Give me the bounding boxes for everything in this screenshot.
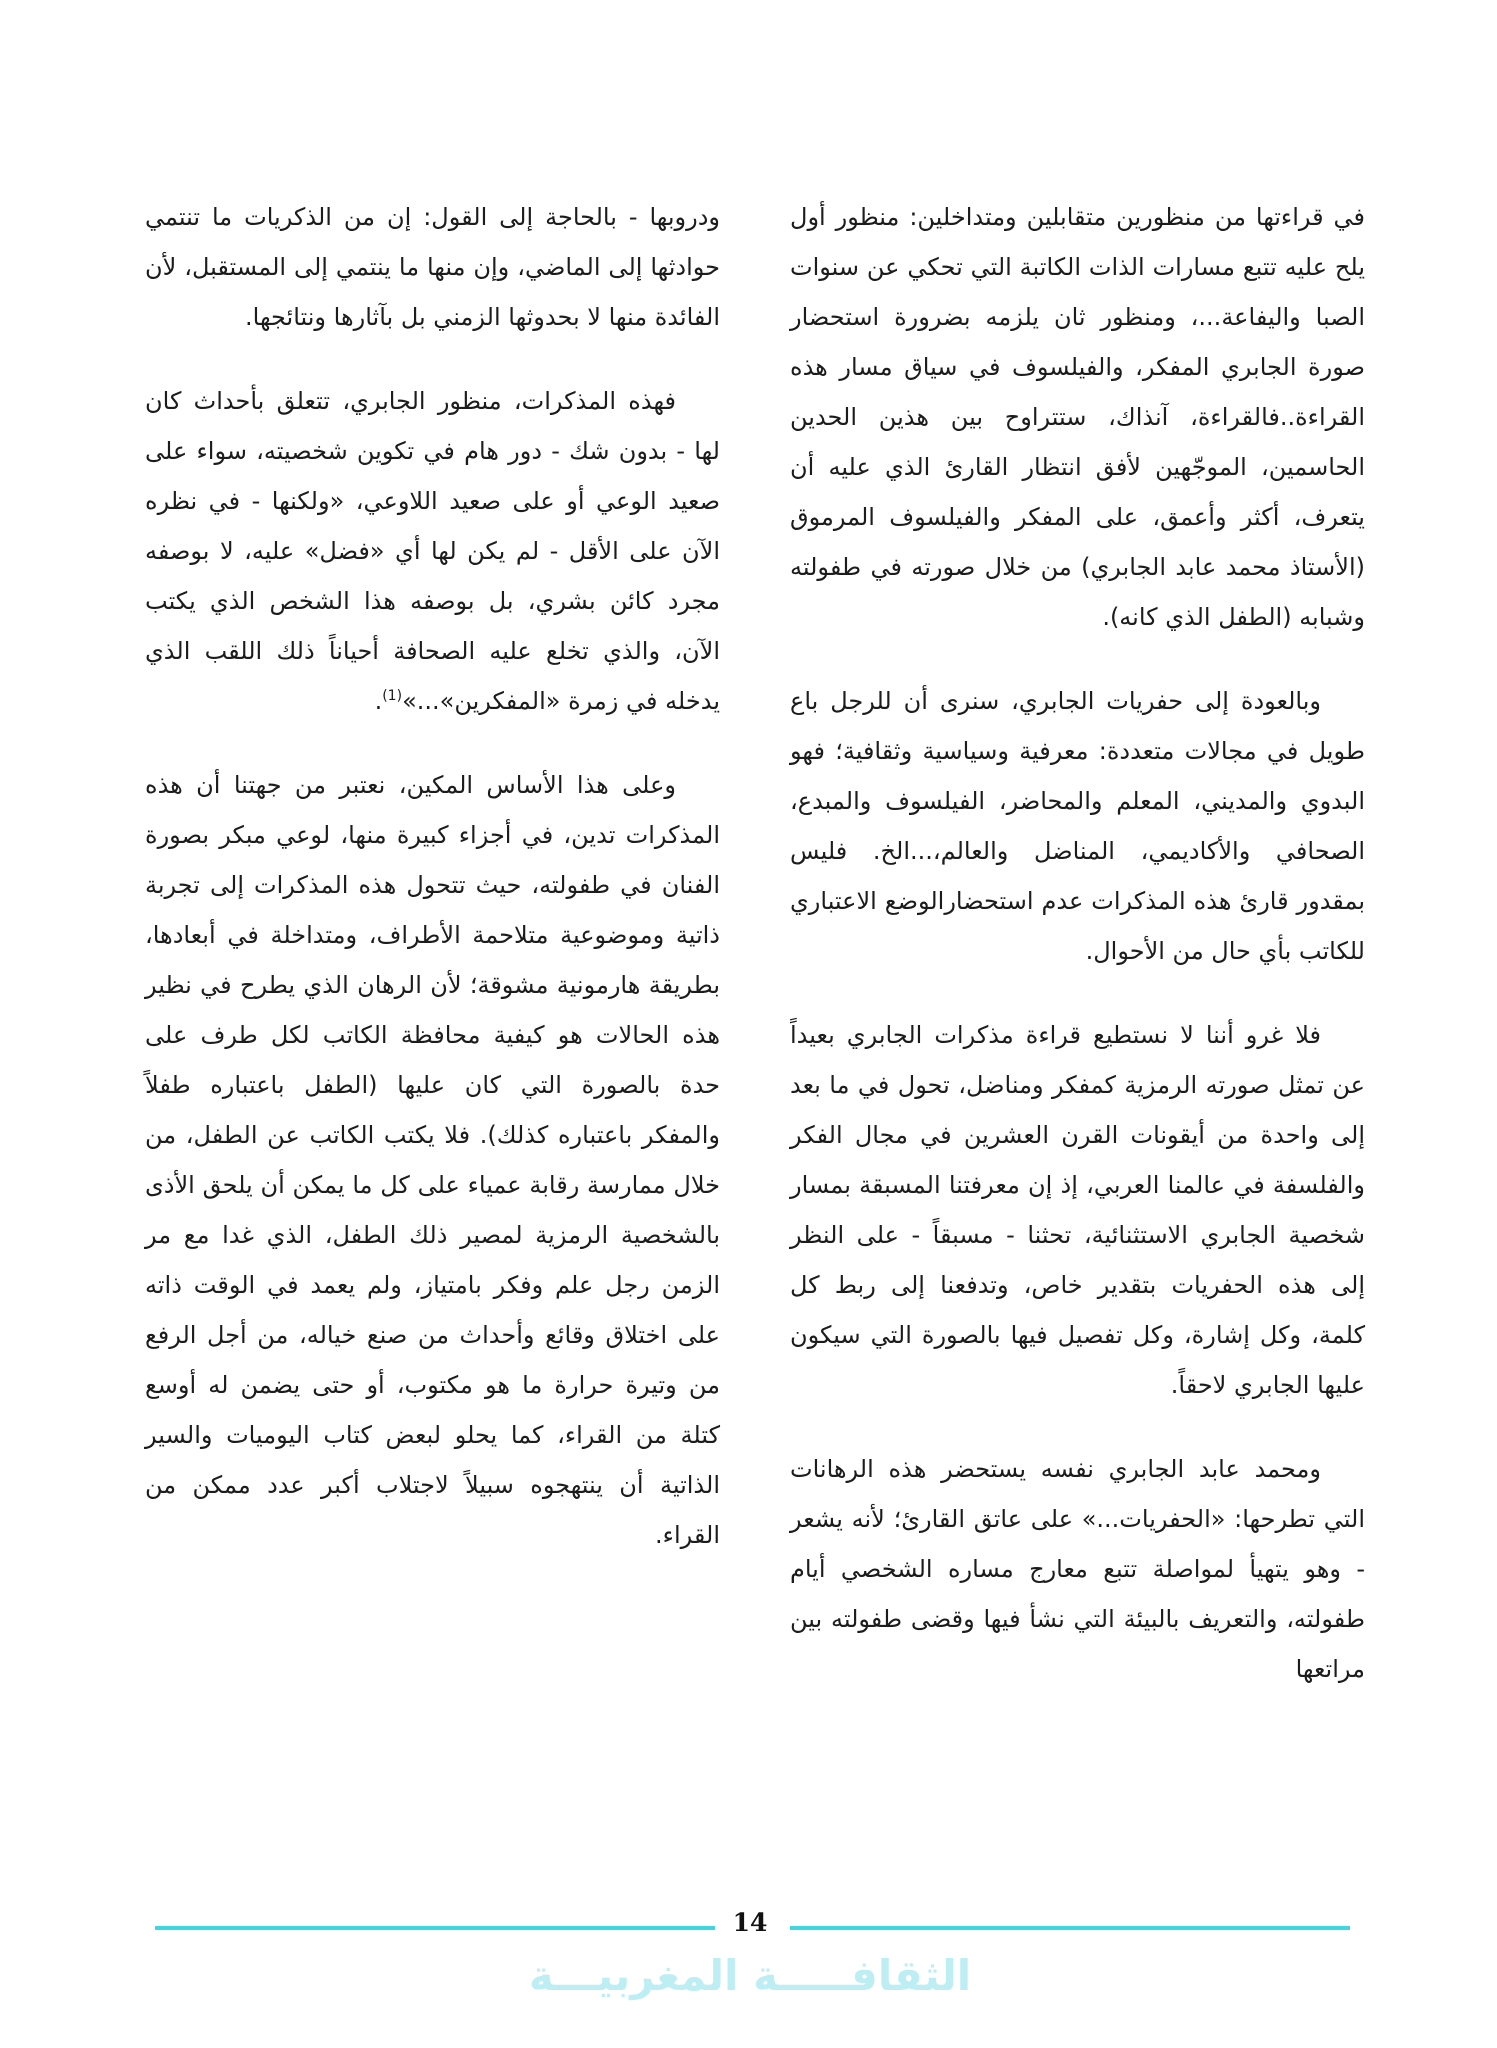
footer-rule-right [790, 1926, 1350, 1930]
paragraph: ومحمد عابد الجابري نفسه يستحضر هذه الرهانات التي تطرحها: «الحفريات...» على عاتق القارئ؛ لأنه يشعر - وهو يتهيأ لمواصلة تتبع معارج مساره الشخصي أيام طفولته، والتعريف بالبيئة التي نشأ فيها وقضى طفولته بين مراتعها [790, 1455, 1365, 1683]
paragraph: ودروبها - بالحاجة إلى القول: إن من الذكريات ما تنتمي حوادثها إلى الماضي، وإن منها ما ينتمي إلى المستقبل، لأن الفائدة منها لا بحدوثها الزمني بل بآثارها ونتائجها. [145, 203, 720, 331]
paragraph-with-footnote [145, 376, 720, 726]
paragraph: وبالعودة إلى حفريات الجابري، سنرى أن للرجل باع طويل في مجالات متعددة: معرفية وسياسية وثقافية؛ فهو البدوي والمديني، المعلم والمحاضر، الفيلسوف والمبدع، الصحافي والأكاديمي، المناضل والعالم،...الخ. فليس بمقدور قارئ هذه المذكرات عدم استحضارالوضع الاعتباري للكاتب بأي حال من الأحوال. [790, 687, 1365, 965]
text-column-left [145, 192, 720, 1594]
footnote-suffix: . [374, 687, 383, 715]
paragraph: فلا غرو أننا لا نستطيع قراءة مذكرات الجابري بعيداً عن تمثل صورته الرمزية كمفكر ومناضل، تحول في ما بعد إلى واحدة من أيقونات القرن العشرين في مجال الفكر والفلسفة في عالمنا العربي، إذ إن معرفتنا المسبقة بمسار شخصية الجابري الاستثنائية، تحثنا - مسبقاً - على النظر إلى هذه الحفريات بتقدير خاص، وتدفعنا إلى ربط كل كلمة، وكل إشارة، وكل تفصيل فيها بالصورة التي سيكون عليها الجابري لاحقاً. [790, 1021, 1365, 1399]
magazine-title: الثقافـــــة المغربيـــة [528, 1951, 972, 2000]
paragraph: وعلى هذا الأساس المكين، نعتبر من جهتنا أن هذه المذكرات تدين، في أجزاء كبيرة منها، لوعي مبكر بصورة الفنان في طفولته، حيث تتحول هذه المذكرات إلى تجربة ذاتية وموضوعية متلاحمة الأطراف، ومتداخلة في أبعادها، بطريقة هارمونية مشوقة؛ لأن الرهان الذي يطرح في نظير هذه الحالات هو كيفية محافظة الكاتب لكل طرف على حدة بالصورة التي كان عليها (الطفل باعتباره طفلاً والمفكر باعتباره كذلك). فلا يكتب الكاتب عن الطفل، من خلال ممارسة رقابة عمياء على كل ما يمكن أن يلحق الأذى بالشخصية الرمزية لمصير ذلك الطفل، الذي غدا مع مر الزمن رجل علم وفكر بامتياز، ولم يعمد في الوقت ذاته على اختلاق وقائع وأحداث من صنع خياله، من أجل الرفع من وتيرة حرارة ما هو مكتوب، أو حتى يضمن له أوسع كتلة من القراء، كما يحلو لبعض كتاب اليوميات والسير الذاتية أن ينتهجوه سبيلاً لاجتلاب أكبر عدد ممكن من القراء. [145, 771, 720, 1549]
footnote-marker: (1) [382, 688, 403, 704]
text-column-right [790, 192, 1365, 1728]
footer-rule-left [155, 1926, 715, 1930]
page-number: 14 [732, 1908, 768, 1937]
paragraph: في قراءتها من منظورين متقابلين ومتداخلين: منظور أول يلح عليه تتبع مسارات الذات الكاتبة التي تحكي عن سنوات الصبا واليفاعة...، ومنظور ثان يلزمه بضرورة استحضار صورة الجابري المفكر، والفيلسوف في سياق مسار هذه القراءة..فالقراءة، آنذاك، ستتراوح بين هذين الحدين الحاسمين، الموجّهين لأفق انتظار القارئ الذي عليه أن يتعرف، أكثر وأعمق، على المفكر والفيلسوف المرموق (الأستاذ محمد عابد الجابري) من خلال صورته في طفولته وشبابه (الطفل الذي كانه). [790, 203, 1365, 631]
paragraph-text: فهذه المذكرات، منظور الجابري، تتعلق بأحداث كان لها - بدون شك - دور هام في تكوين شخصيته، سواء على صعيد الوعي أو على صعيد اللاوعي، «ولكنها - في نظره الآن على الأقل - لم يكن لها أي «فضل» عليه، لا بوصفه مجرد كائن بشري، بل بوصفه هذا الشخص الذي يكتب الآن، والذي تخلع عليه الصحافة أحياناً ذلك اللقب الذي يدخله في زمرة «المفكرين»...» [145, 387, 720, 715]
